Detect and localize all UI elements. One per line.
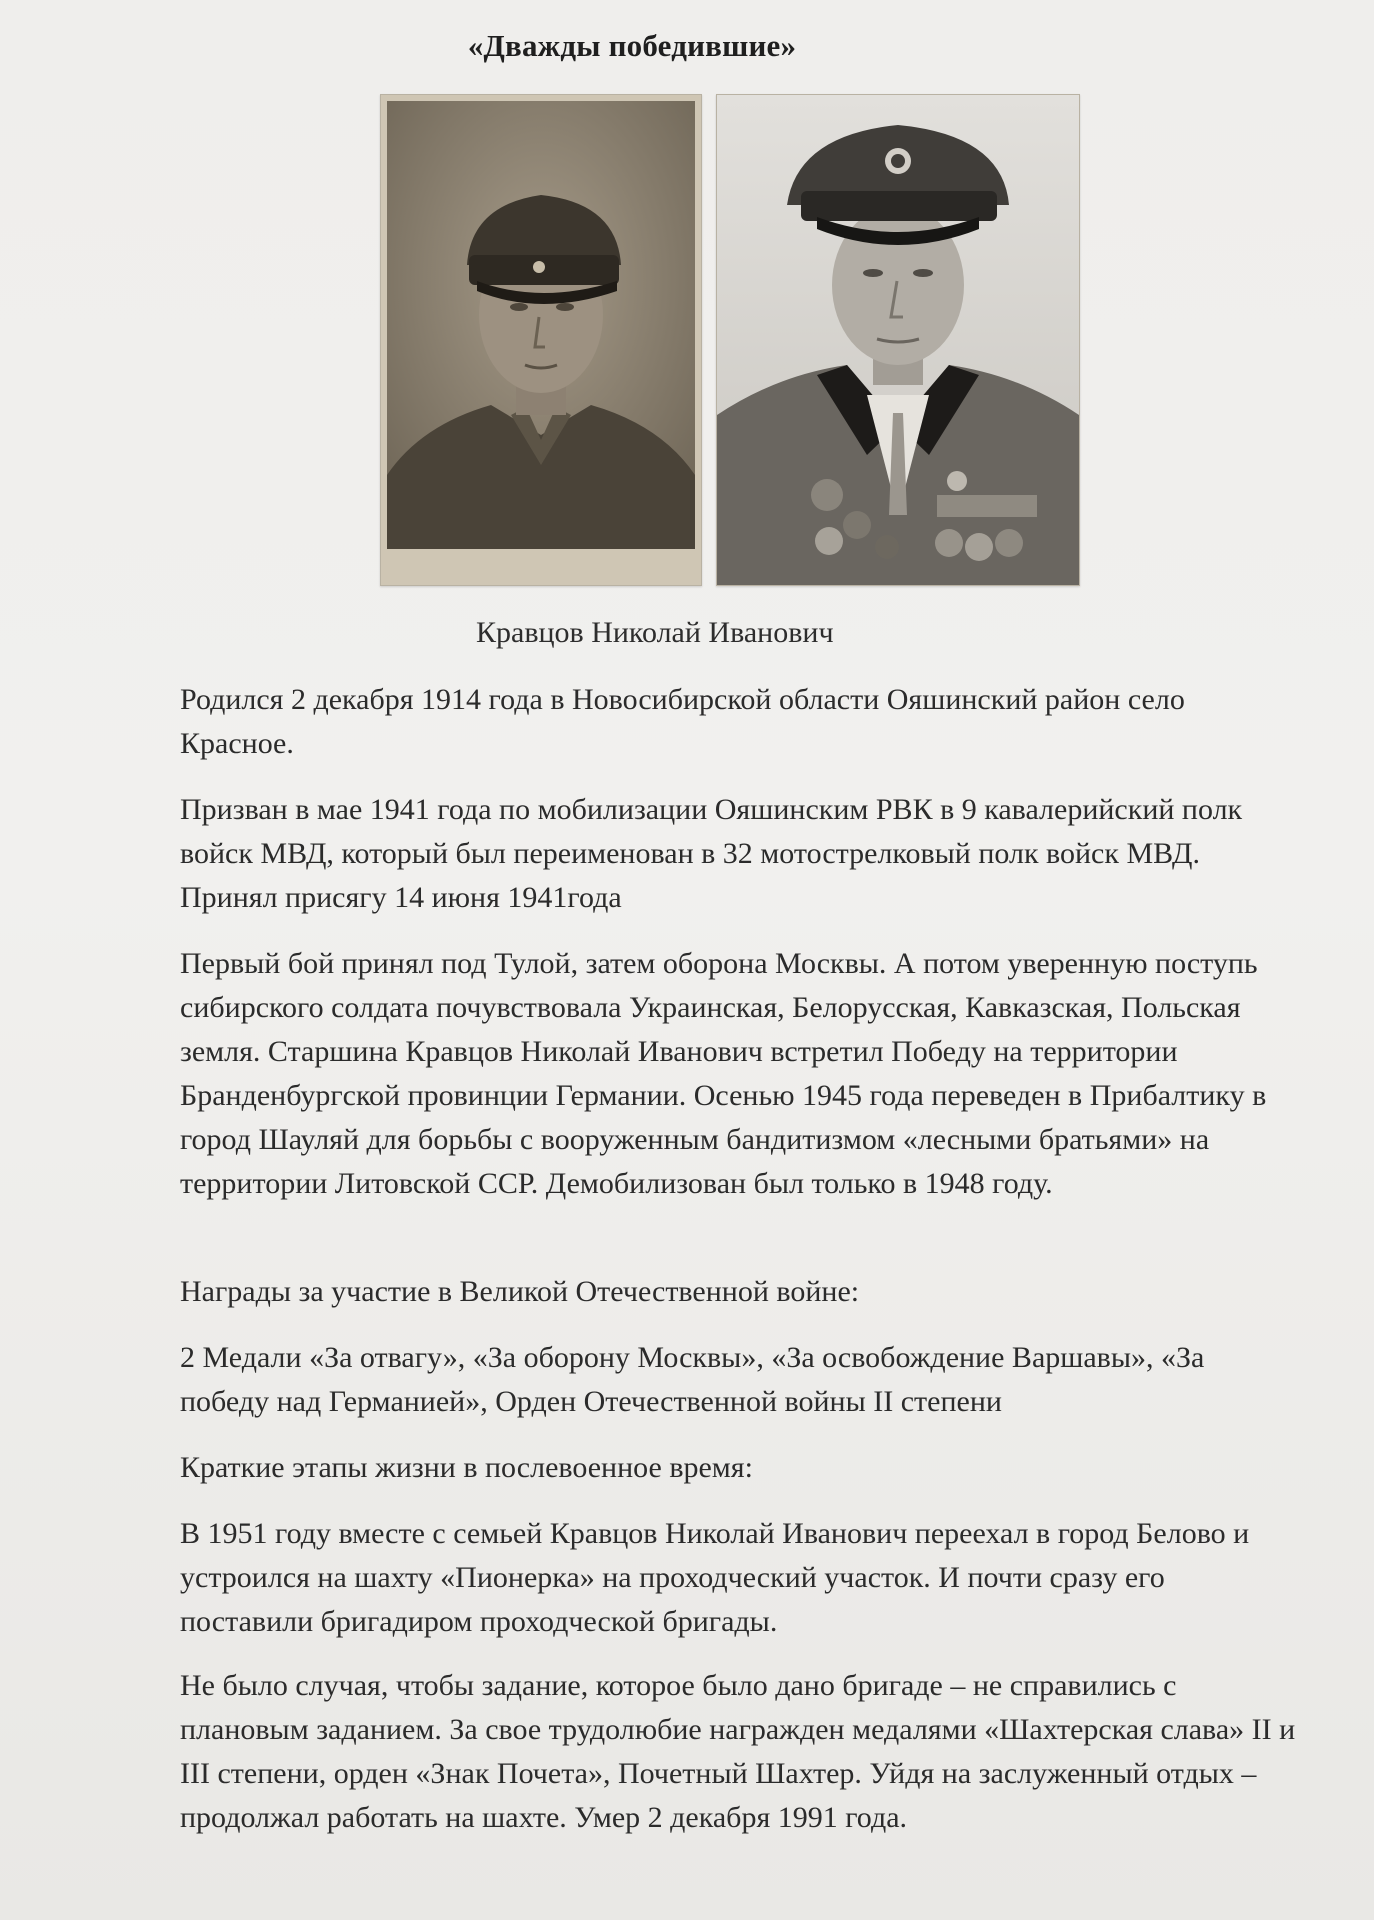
- portrait-photo-veteran: [716, 94, 1080, 586]
- paragraph-awards-list: 2 Медали «За отвагу», «За оборону Москвы», «За освобождение Варшавы», «За победу над Германией», Орден Отечественной войны II степени: [180, 1341, 1205, 1418]
- paragraph-awards-heading: Награды за участие в Великой Отечественной войне:: [180, 1275, 860, 1308]
- paragraph-birth: Родился 2 декабря 1914 года в Новосибирской области Ояшинский район село Красное.: [180, 683, 1185, 760]
- paragraph-postwar-heading: Краткие этапы жизни в послевоенное время:: [180, 1451, 753, 1484]
- paragraph-postwar-mine: В 1951 году вместе с семьей Кравцов Николай Иванович переехал в город Белово и устроился на шахту «Пионерка» на проходческий участок. И почти сразу его поставили бригадиром проходческой бригады.: [180, 1517, 1250, 1638]
- portrait-photo-young: [380, 94, 702, 586]
- paragraph-conscription: Призван в мае 1941 года по мобилизации Ояшинским РВК в 9 кавалерийский полк войск МВД, который был переименован в 32 мотострелковый полк войск МВД. Принял присягу 14 июня 1941года: [180, 793, 1243, 914]
- paragraph-postwar-honors: Не было случая, чтобы задание, которое было дано бригаде – не справились с плановым заданием. За свое трудолюбие награжден медалями «Шахтерская слава» II и III степени, орден «Знак Почета», Почетный Шахтер. Уйдя на заслуженный отдых – продолжал работать на шахте. Умер 2 декабря 1991 года.: [180, 1669, 1296, 1834]
- portrait-caption: Кравцов Николай Иванович: [476, 616, 834, 649]
- paragraph-combat: Первый бой принял под Тулой, затем оборона Москвы. А потом уверенную поступь сибирского солдата почувствовала Украинская, Белорусская, Кавказская, Польская земля. Старшина Кравцов Николай Иванович встретил Победу на территории Бранденбургской провинции Германии. Осенью 1945 года переведен в Прибалтику в город Шауляй для борьбы с вооруженным бандитизмом «лесными братьями» на территории Литовской ССР. Демобилизован был только в 1948 году.: [180, 947, 1267, 1200]
- document-title: «Дважды победившие»: [467, 28, 797, 63]
